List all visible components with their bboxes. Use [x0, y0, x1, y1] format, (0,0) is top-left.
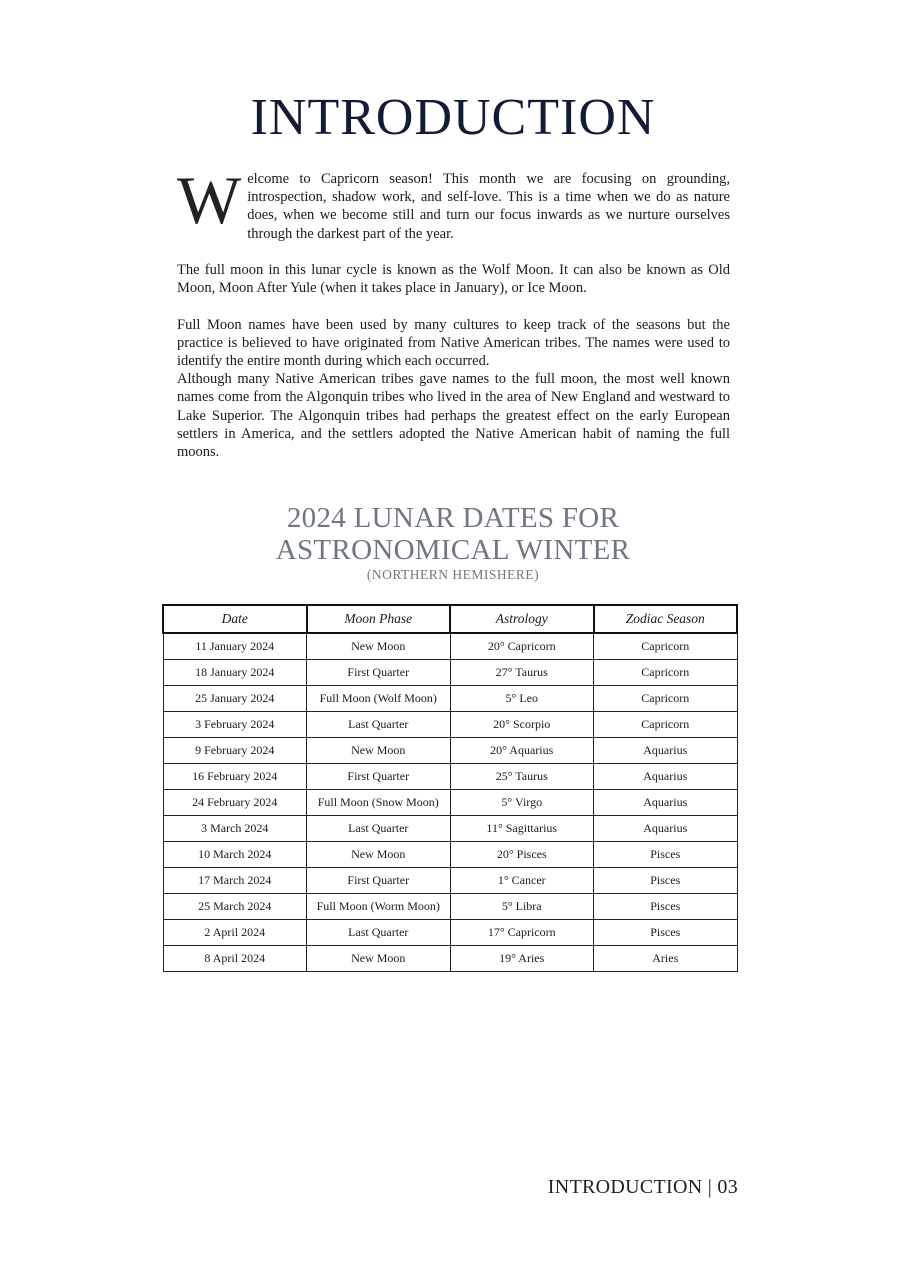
table-cell: 17 March 2024 [163, 868, 307, 894]
table-cell: 25 January 2024 [163, 686, 307, 712]
table-row [163, 660, 737, 686]
table-cell: 5° Virgo [450, 790, 594, 816]
table-cell: 24 February 2024 [163, 790, 307, 816]
table-cell: New Moon [307, 738, 451, 764]
table-cell: Capricorn [594, 660, 738, 686]
table-cell: 18 January 2024 [163, 660, 307, 686]
table-cell: 20° Pisces [450, 842, 594, 868]
table-cell: 8 April 2024 [163, 946, 307, 972]
table-cell: 25° Taurus [450, 764, 594, 790]
table-cell: New Moon [307, 842, 451, 868]
table-cell: Pisces [594, 868, 738, 894]
table-row [163, 894, 737, 920]
table-row [163, 920, 737, 946]
table-cell: 19° Aries [450, 946, 594, 972]
table-cell: New Moon [307, 633, 451, 660]
table-cell: Full Moon (Wolf Moon) [307, 686, 451, 712]
lunar-section-heading [0, 502, 906, 582]
intro-paragraph-1-text: elcome to Capricorn season! This month we are focusing on grounding, introspection, shadow work, and self-love. This is a time when we do as nature does, when we become still and turn our focus inwards as we nurture ourselves through the darkest part of the year. [247, 171, 730, 242]
table-header-row [163, 605, 737, 633]
table-cell: Aquarius [594, 738, 738, 764]
page-title: INTRODUCTION [250, 89, 656, 146]
table-cell: First Quarter [307, 764, 451, 790]
table-cell: 11 January 2024 [163, 633, 307, 660]
table-cell: Full Moon (Snow Moon) [307, 790, 451, 816]
table-cell: New Moon [307, 946, 451, 972]
table-header-cell: Zodiac Season [594, 605, 738, 633]
table-cell: 16 February 2024 [163, 764, 307, 790]
table-cell: 3 March 2024 [163, 816, 307, 842]
intro-paragraph-1 [177, 162, 730, 243]
table-row [163, 790, 737, 816]
table-body [163, 633, 737, 972]
table-header-cell: Astrology [450, 605, 594, 633]
table-header-cell: Moon Phase [307, 605, 451, 633]
lunar-section-title-line-2: ASTRONOMICAL WINTER [275, 534, 631, 566]
table-cell: 20° Capricorn [450, 633, 594, 660]
table-cell: Pisces [594, 842, 738, 868]
table-cell: 20° Scorpio [450, 712, 594, 738]
table-row [163, 816, 737, 842]
table-row [163, 712, 737, 738]
table-row [163, 946, 737, 972]
table-row [163, 868, 737, 894]
drop-cap: W [177, 162, 242, 238]
table-cell: Aquarius [594, 790, 738, 816]
table-row [163, 738, 737, 764]
table-cell: Aquarius [594, 816, 738, 842]
lunar-section-title-line-1: 2024 LUNAR DATES FOR [286, 502, 620, 534]
table-cell: Capricorn [594, 712, 738, 738]
table-cell: Last Quarter [307, 920, 451, 946]
table-cell: Last Quarter [307, 712, 451, 738]
intro-paragraph-2: The full moon in this lunar cycle is known as the Wolf Moon. It can also be known as Old Moon, Moon After Yule (when it takes place in January), or Ice Moon. [177, 262, 730, 297]
table-cell: Aries [594, 946, 738, 972]
table-cell: First Quarter [307, 868, 451, 894]
table-row [163, 633, 737, 660]
table-cell: Capricorn [594, 633, 738, 660]
intro-paragraph-3: Full Moon names have been used by many cultures to keep track of the seasons but the practice is believed to have originated from Native American tribes. The names were used to identify the entire month during which each occurred. [177, 316, 730, 369]
table-cell: Pisces [594, 894, 738, 920]
table-row [163, 764, 737, 790]
table-cell: Aquarius [594, 764, 738, 790]
table-cell: 5° Leo [450, 686, 594, 712]
lunar-section-subtitle: (NORTHERN HEMISHERE) [366, 567, 540, 582]
table-cell: Pisces [594, 920, 738, 946]
table-header-cell: Date [163, 605, 307, 633]
table-cell: 5° Libra [450, 894, 594, 920]
table-cell: First Quarter [307, 660, 451, 686]
table-cell: 20° Aquarius [450, 738, 594, 764]
intro-paragraph-4: Although many Native American tribes gave names to the full moon, the most well known names come from the Algonquin tribes who lived in the area of New England and westward to Lake Superior. The Algonquin tribes had perhaps the greatest effect on the early European settlers in America, and the settlers adopted the Native American habit of naming the full moons. [177, 371, 730, 461]
table-cell: 27° Taurus [450, 660, 594, 686]
table-cell: Capricorn [594, 686, 738, 712]
table-cell: 17° Capricorn [450, 920, 594, 946]
table-cell: Last Quarter [307, 816, 451, 842]
table-cell: Full Moon (Worm Moon) [307, 894, 451, 920]
table-cell: 2 April 2024 [163, 920, 307, 946]
table-cell: 9 February 2024 [163, 738, 307, 764]
table-row [163, 686, 737, 712]
table-cell: 3 February 2024 [163, 712, 307, 738]
page-footer: INTRODUCTION | 03 [547, 1176, 738, 1198]
table-row [163, 842, 737, 868]
intro-body [177, 162, 730, 461]
table-cell: 25 March 2024 [163, 894, 307, 920]
table-cell: 1° Cancer [450, 868, 594, 894]
lunar-dates-table [162, 604, 738, 972]
table-cell: 11° Sagittarius [450, 816, 594, 842]
table-cell: 10 March 2024 [163, 842, 307, 868]
